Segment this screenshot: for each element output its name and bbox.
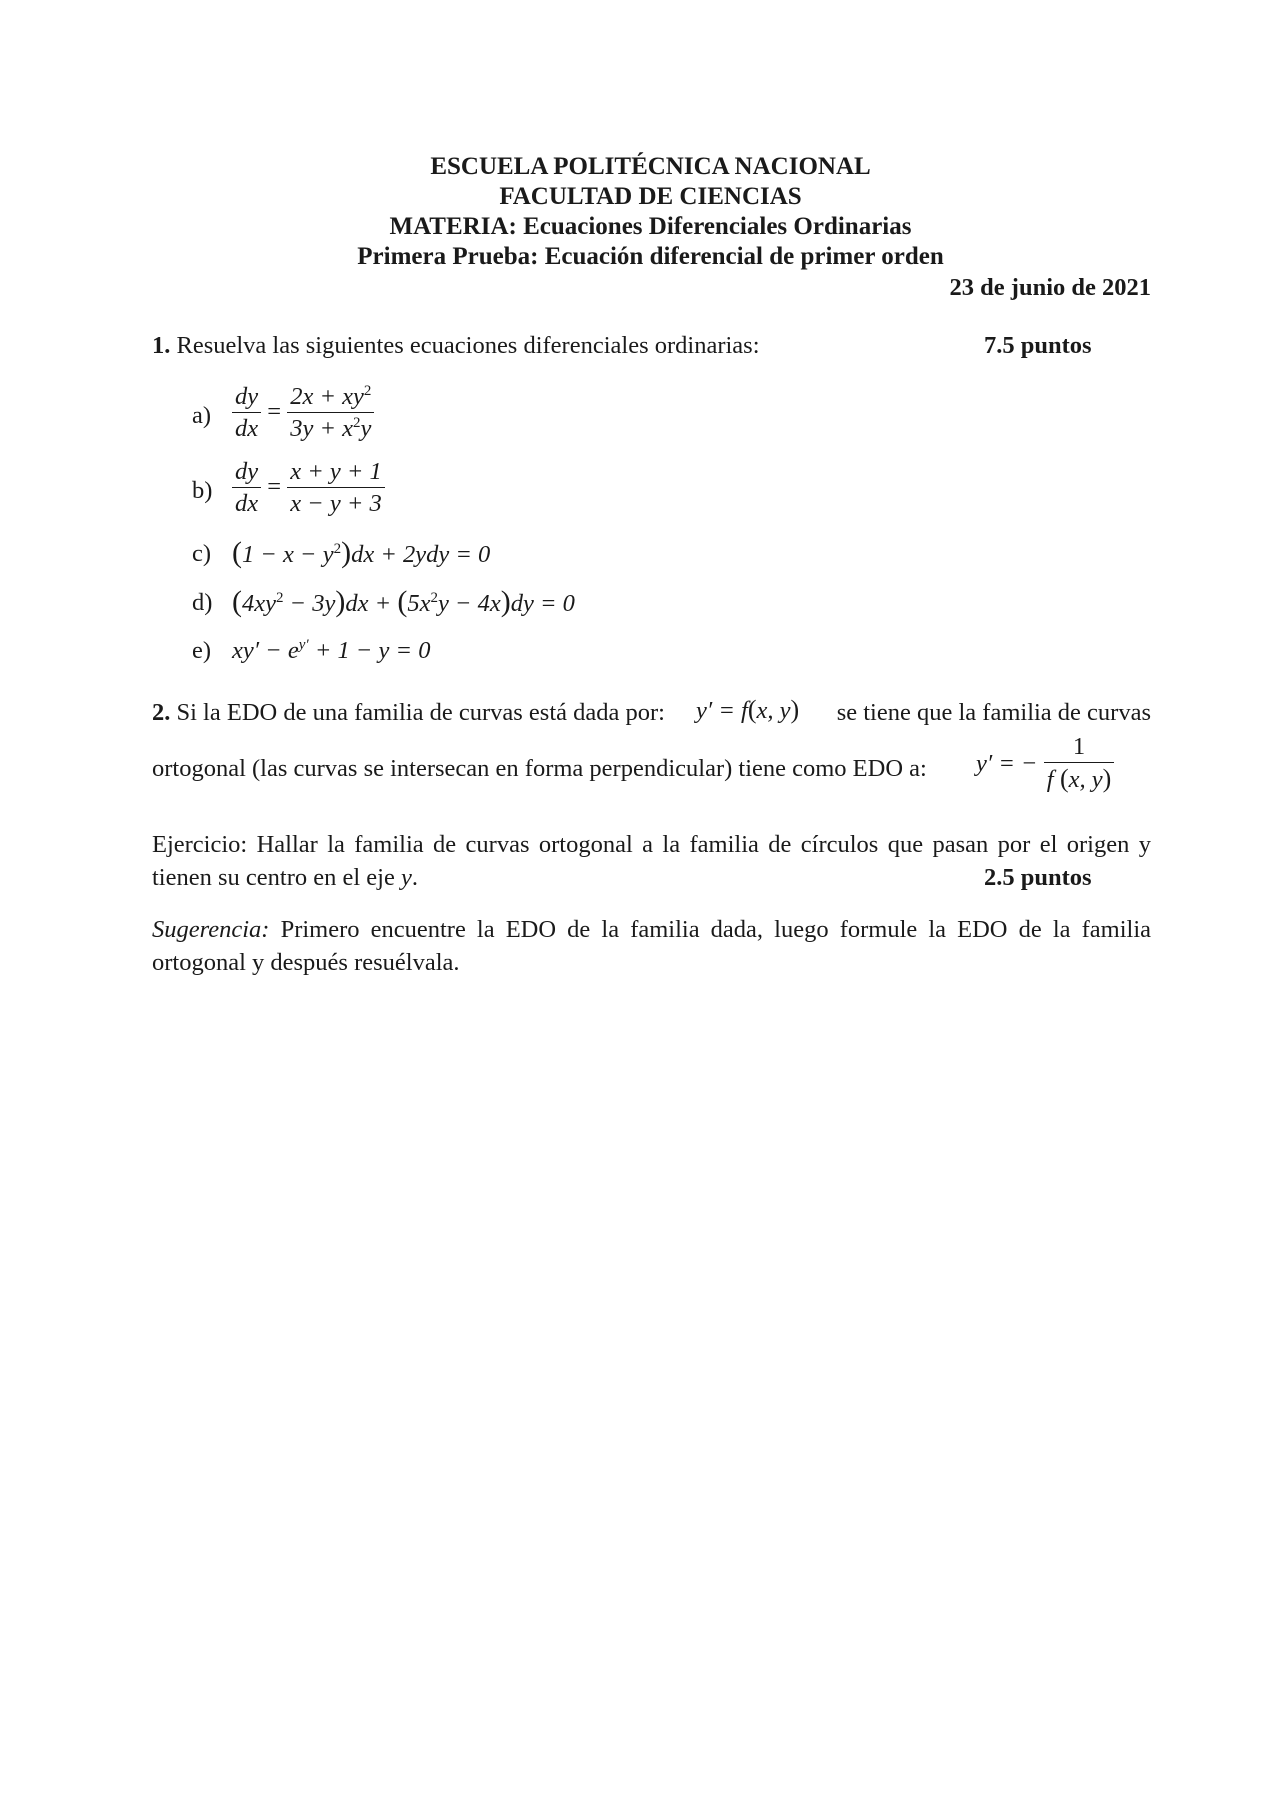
item-b-lhs: $\frac{dy}{dx}$: [232, 457, 261, 520]
q2-line1-end: se tiene que la familia de curvas: [836, 699, 1151, 726]
q2-points: 2.5 puntos: [984, 864, 1092, 891]
item-a-label: a): [192, 402, 212, 429]
subject-title: MATERIA: Ecuaciones Diferenciales Ordinarias: [389, 213, 912, 240]
q2-ode-equation: y′ = f(x, y): [696, 695, 800, 724]
q2-line2: ortogonal (las curvas se intersecan en forma perpendicular) tiene como EDO a:: [152, 755, 927, 782]
item-a-lhs: $\frac{dy}{dx}$: [232, 382, 261, 445]
item-c-label: c): [192, 540, 212, 567]
item-d-label: d): [192, 589, 213, 616]
suggestion-label: Sugerencia:: [152, 916, 270, 943]
exercise-line2: tienen su centro en el eje y.: [152, 864, 418, 891]
item-a-rhs: $\frac{2x + xy^2}{3y + x^2y}$: [287, 382, 374, 445]
exercise-line1: Ejercicio: Hallar la familia de curvas ortogonal a la familia de círculos que pasan por el origen y: [152, 831, 1151, 858]
item-d-equation: $(4xy^2 - 3y)dx + (5x^2y - 4x)dy = 0$: [232, 585, 575, 618]
item-b-equation: $\frac{dy}{dx}$ = $\frac{x + y + 1}{x - y + 3}$: [232, 457, 385, 520]
q1-statement: [152, 330, 760, 362]
item-c-equation: $(1 - x - y^2)dx + 2ydy = 0$: [232, 536, 491, 569]
suggestion-line1: Sugerencia: Primero encuentre la EDO de la familia dada, luego formule la EDO de la familia: [152, 916, 1152, 943]
exam-date: 23 de junio de 2021: [949, 274, 1151, 301]
item-e-equation: $xy' - e^{y'} + 1 - y = 0$: [232, 636, 431, 664]
item-e-label: e): [192, 637, 212, 664]
q1-text: Resuelva las siguientes ecuaciones diferenciales ordinarias:: [176, 332, 760, 359]
q1-points: 7.5 puntos: [984, 332, 1092, 359]
q2-orthogonal-equation: y′ = − $\frac{1}{f (x, y)}$: [976, 732, 1114, 796]
item-b-label: b): [192, 477, 213, 504]
q1-number: 1.: [152, 332, 171, 359]
item-b-rhs: $\frac{x + y + 1}{x - y + 3}$: [287, 457, 385, 520]
q2-line1: 2. Si la EDO de una familia de curvas está dada por:: [152, 699, 665, 726]
exam-title: Primera Prueba: Ecuación diferencial de primer orden: [357, 243, 944, 270]
item-a-equation: $\frac{dy}{dx}$ = $\frac{2x + xy^2}{3y + x^2y}$: [232, 382, 374, 445]
school-name: ESCUELA POLITÉCNICA NACIONAL: [430, 153, 871, 180]
q2-number: 2.: [152, 699, 171, 726]
faculty-name: FACULTAD DE CIENCIAS: [499, 183, 802, 210]
suggestion-line2: ortogonal y después resuélvala.: [152, 949, 460, 976]
